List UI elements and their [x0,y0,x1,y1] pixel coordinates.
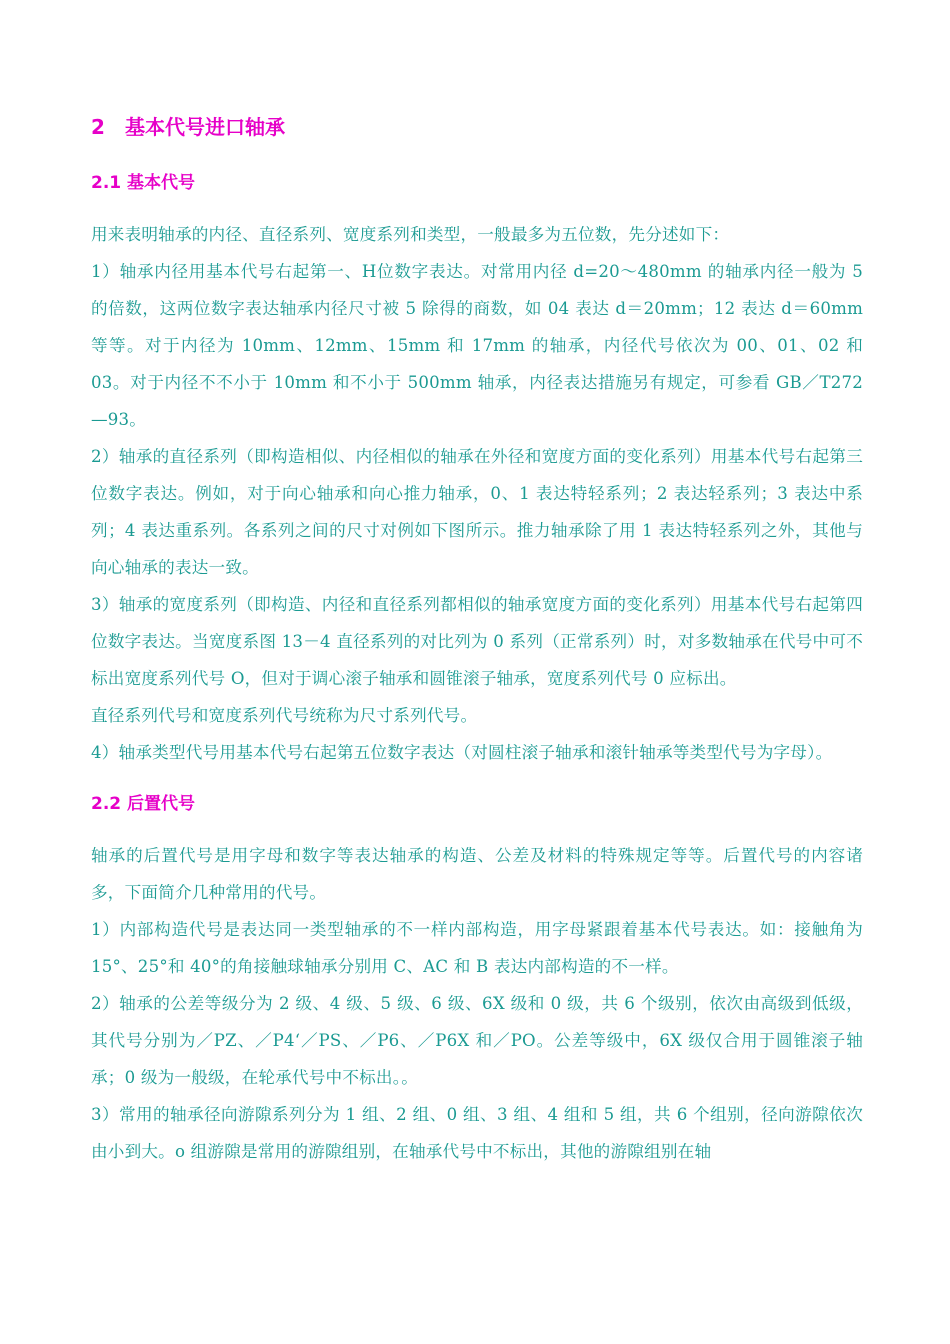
chapter-number: 2 [91,115,105,139]
chapter-title: 基本代号进口轴承 [125,115,285,139]
paragraph: 1）轴承内径用基本代号右起第一、H位数字表达。对常用内径 d=20～480mm 的轴承内径一般为 5 的倍数，这两位数字表达轴承内径尺寸被 5 除得的商数，如 04 表达 d＝20mm；12 表达 d＝60mm 等等。对于内径为 10mm、12mm、15mm 和 17mm 的轴承，内径代号依次为 00、01、02 和 03。对于内径不不小于 10mm 和不小于 500mm 轴承，内径表达措施另有规定，可参看 GB／T272—93。 [91,262,863,429]
paragraph: 4）轴承类型代号用基本代号右起第五位数字表达（对圆柱滚子轴承和滚针轴承等类型代号为字母）。 [91,743,833,762]
paragraph: 2）轴承的公差等级分为 2 级、4 级、5 级、6 级、6X 级和 0 级，共 6 个级别，依次由高级到低级，其代号分别为／PZ、／P4‘／PS、／P6、／P6X 和／PO。公差等级中，6X 级仅合用于圆锥滚子轴承；0 级为一般级，在轮承代号中不标出。。 [91,994,863,1087]
paragraph: 2）轴承的直径系列（即构造相似、内径相似的轴承在外径和宽度方面的变化系列）用基本代号右起第三位数字表达。例如，对于向心轴承和向心推力轴承，0、1 表达特轻系列；2 表达轻系列；3 表达中系列；4 表达重系列。各系列之间的尺寸对例如下图所示。推力轴承除了用 1 表达特轻系列之外，其他与向心轴承的表达一致。 [91,447,863,577]
paragraph: 3）常用的轴承径向游隙系列分为 1 组、2 组、0 组、3 组、4 组和 5 组，共 6 个组别，径向游隙依次由小到大。o 组游隙是常用的游隙组别，在轴承代号中不标出，其他的游隙组别在轴 [91,1105,863,1161]
paragraph: 轴承的后置代号是用字母和数字等表达轴承的构造、公差及材料的特殊规定等等。后置代号的内容诸多，下面简介几种常用的代号。 [91,846,863,902]
paragraph: 1）内部构造代号是表达同一类型轴承的不一样内部构造，用字母紧跟着基本代号表达。如：接触角为 15°、25°和 40°的角接触球轴承分别用 C、AC 和 B 表达内部构造的不一样。 [91,920,863,976]
paragraph: 3）轴承的宽度系列（即构造、内径和直径系列都相似的轴承宽度方面的变化系列）用基本代号右起第四位数字表达。当宽度系图 13－4 直径系列的对比列为 0 系列（正常系列）时，对多数轴承在代号中可不标出宽度系列代号 O，但对于调心滚子轴承和圆锥滚子轴承，宽度系列代号 0 应标出。 [91,595,863,688]
paragraph: 用来表明轴承的内径、直径系列、宽度系列和类型，一般最多为五位数，先分述如下： [91,225,730,244]
paragraph: 直径系列代号和宽度系列代号统称为尺寸系列代号。 [91,706,478,725]
section-title: 2.1 基本代号 [91,173,196,193]
document-page [91,110,863,1170]
section-title: 2.2 后置代号 [91,794,196,814]
chapter-heading [91,110,863,144]
